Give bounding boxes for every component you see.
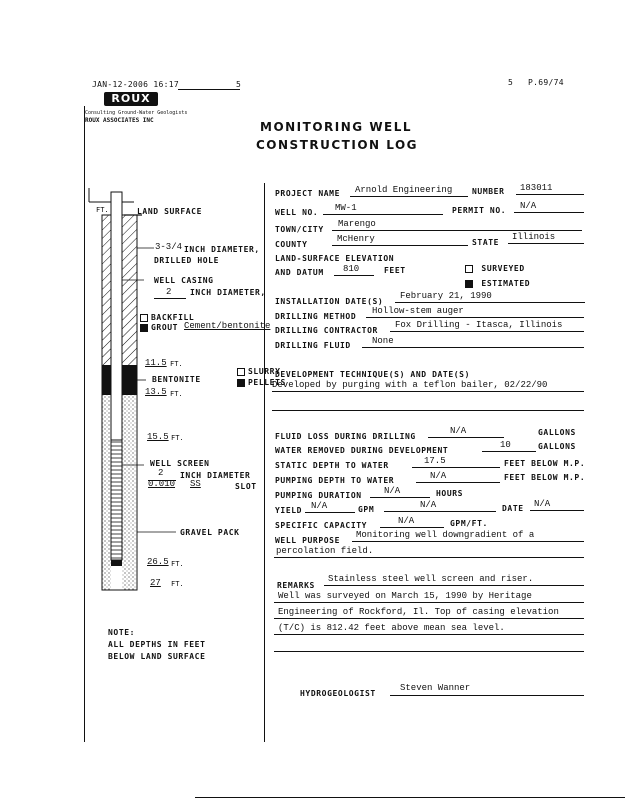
- fax-field: 5: [236, 80, 242, 89]
- well-purpose-underline-2: [274, 557, 584, 558]
- contractor-value: Fox Drilling - Itasca, Illinois: [395, 320, 563, 330]
- bentonite-seal-left: [102, 365, 111, 395]
- well-casing-label: WELL CASING: [154, 276, 214, 285]
- gravel-pack-left: [102, 395, 111, 590]
- ft-label-1: FT.: [170, 360, 183, 368]
- yield-label: YIELD: [275, 506, 303, 515]
- title-line-2: CONSTRUCTION LOG: [256, 138, 419, 152]
- drilling-fluid-label: DRILLING FLUID: [275, 341, 351, 350]
- town-label: TOWN/CITY: [275, 225, 324, 234]
- surveyed-option: [465, 264, 525, 273]
- yield-value: N/A: [311, 501, 328, 511]
- well-screen: [111, 440, 122, 560]
- drilling-method-value: Hollow-stem auger: [372, 306, 464, 316]
- pumping-duration-value: N/A: [384, 486, 401, 496]
- gpm-underline: [384, 511, 496, 512]
- hole-diameter-value: 3-3/4: [155, 242, 183, 252]
- state-label: STATE: [472, 238, 500, 247]
- note-line-2: BELOW LAND SURFACE: [108, 652, 206, 661]
- remarks-underline-4: [274, 634, 584, 635]
- drilling-method-label: DRILLING METHOD: [275, 312, 357, 321]
- pumping-depth-underline: [416, 482, 500, 483]
- installation-date-label: INSTALLATION DATE(S): [275, 297, 384, 306]
- hydrogeologist-value: Steven Wanner: [400, 683, 471, 693]
- project-number-value: 183011: [520, 183, 553, 193]
- note-line-1: ALL DEPTHS IN FEET: [108, 640, 206, 649]
- specific-capacity-underline: [380, 527, 444, 528]
- depth-screen-top: 15.5: [147, 432, 169, 442]
- pellets-label: PELLETS: [248, 378, 286, 387]
- fluid-loss-label: FLUID LOSS DURING DRILLING: [275, 432, 416, 441]
- static-depth-label: STATIC DEPTH TO WATER: [275, 461, 389, 470]
- drilling-fluid-value: None: [372, 336, 394, 346]
- land-surface-label: LAND SURFACE: [137, 207, 202, 216]
- number-underline: [516, 194, 584, 195]
- bentonite-seal-right: [122, 365, 137, 395]
- estimated-option: [465, 279, 530, 288]
- date-value: N/A: [534, 499, 551, 509]
- datum-label: AND DATUM: [275, 268, 324, 277]
- feet-below-mp-1: FEET BELOW M.P.: [504, 459, 586, 468]
- well-purpose-line-2: percolation field.: [276, 546, 374, 556]
- grout-option: [140, 323, 178, 332]
- elevation-underline: [334, 275, 374, 276]
- screen-diameter-label: INCH DIAMETER: [180, 471, 251, 480]
- state-value: Illinois: [512, 232, 556, 242]
- date-underline: [530, 510, 584, 511]
- gallons-label-1: GALLONS: [538, 428, 576, 437]
- screen-diameter-value: 2: [158, 468, 164, 478]
- water-removed-label: WATER REMOVED DURING DEVELOPMENT: [275, 446, 449, 455]
- stickup-ft-label: FT.: [96, 206, 109, 214]
- fax-page: P.69/74: [528, 78, 564, 87]
- drilled-hole-label: DRILLED HOLE: [154, 256, 219, 265]
- bentonite-label: BENTONITE: [152, 375, 201, 384]
- grout-value: Cement/bentonite: [184, 321, 271, 331]
- feet-below-mp-2: FEET BELOW M.P.: [504, 473, 586, 482]
- fax-number: 5: [508, 78, 514, 87]
- depth-screen-bottom: 26.5: [147, 557, 169, 567]
- backfill-label: BACKFILL: [151, 313, 195, 322]
- slot-size-value: 0.010: [148, 479, 176, 489]
- date-label: DATE: [502, 504, 524, 513]
- ft-label-5: FT.: [171, 580, 184, 588]
- permit-value: N/A: [520, 201, 537, 211]
- casing-diameter-underline: [154, 298, 186, 299]
- gpm-value: N/A: [420, 500, 437, 510]
- project-name-label: PROJECT NAME: [275, 189, 340, 198]
- remarks-line-3: Engineering of Rockford, Il. Top of casing elevation: [278, 607, 559, 617]
- drilling-method-underline: [366, 317, 584, 318]
- development-value: Developed by purging with a teflon bailer, 02/22/90: [272, 380, 548, 390]
- gravel-pack-right: [122, 395, 137, 590]
- ft-label-2: FT.: [170, 390, 183, 398]
- project-name-value: Arnold Engineering: [355, 185, 453, 195]
- company-tagline: Consulting Ground-Water Geologists: [85, 110, 188, 116]
- slurry-option: [237, 367, 281, 376]
- hole-diameter-label: INCH DIAMETER,: [184, 245, 260, 254]
- end-cap: [111, 560, 122, 566]
- depth-total: 27: [150, 578, 161, 588]
- well-purpose-line-1: Monitoring well downgradient of a: [356, 530, 535, 540]
- contractor-label: DRILLING CONTRACTOR: [275, 326, 378, 335]
- town-underline: [332, 230, 582, 231]
- permit-label: PERMIT NO.: [452, 206, 507, 215]
- pumping-depth-value: N/A: [430, 471, 447, 481]
- state-underline: [508, 243, 584, 244]
- remarks-underline-1: [324, 585, 584, 586]
- casing-diameter-value: 2: [166, 287, 172, 297]
- slurry-label: SLURRY: [248, 367, 281, 376]
- elevation-label: LAND-SURFACE ELEVATION: [275, 254, 395, 263]
- fax-underline: [178, 89, 240, 90]
- title-line-1: MONITORING WELL: [260, 120, 413, 134]
- gpm-label: GPM: [358, 505, 375, 514]
- specific-capacity-label: SPECIFIC CAPACITY: [275, 521, 368, 530]
- ft-label-3: FT.: [171, 434, 184, 442]
- development-underline-1: [272, 391, 584, 392]
- casing-diameter-label: INCH DIAMETER,: [190, 288, 266, 297]
- screen-material: SS: [190, 479, 201, 489]
- county-underline: [332, 245, 468, 246]
- development-underline-2: [272, 410, 584, 411]
- gpm-ft-label: GPM/FT.: [450, 519, 488, 528]
- well-screen-label: WELL SCREEN: [150, 459, 210, 468]
- yield-underline: [305, 512, 355, 513]
- county-label: COUNTY: [275, 240, 308, 249]
- static-depth-underline: [412, 467, 500, 468]
- installation-date-underline: [395, 302, 585, 303]
- town-value: Marengo: [338, 219, 376, 229]
- drilling-fluid-underline: [362, 347, 584, 348]
- depth-bentonite-bottom: 13.5: [145, 387, 167, 397]
- well-no-label: WELL NO.: [275, 208, 319, 217]
- project-name-underline: [350, 196, 468, 197]
- bottom-frame: [195, 797, 625, 798]
- static-depth-value: 17.5: [424, 456, 446, 466]
- note-heading: NOTE:: [108, 628, 136, 637]
- remarks-line-4: (T/C) is 812.42 feet above mean sea level.: [278, 623, 505, 633]
- ft-label-4: FT.: [171, 560, 184, 568]
- feet-label: FEET: [384, 266, 406, 275]
- roux-logo: ROUX: [104, 92, 158, 106]
- hours-label: HOURS: [436, 489, 464, 498]
- slot-label: SLOT: [235, 482, 257, 491]
- installation-date-value: February 21, 1990: [400, 291, 492, 301]
- well-purpose-label: WELL PURPOSE: [275, 536, 340, 545]
- fluid-loss-underline: [428, 437, 504, 438]
- number-label: NUMBER: [472, 187, 505, 196]
- hydrogeologist-underline: [390, 695, 584, 696]
- well-no-value: MW-1: [335, 203, 357, 213]
- fluid-loss-value: N/A: [450, 426, 467, 436]
- grout-label: GROUT: [151, 323, 179, 332]
- hydrogeologist-label: HYDROGEOLOGIST: [300, 689, 376, 698]
- remarks-underline-3: [274, 618, 584, 619]
- fax-timestamp: JAN-12-2006 16:17: [92, 80, 179, 89]
- grout-left: [102, 215, 111, 365]
- water-removed-underline: [482, 451, 536, 452]
- grout-right: [122, 215, 137, 365]
- depth-bentonite-top: 11.5: [145, 358, 167, 368]
- well-no-underline: [323, 214, 443, 215]
- remarks-underline-2: [274, 602, 584, 603]
- pumping-duration-underline: [370, 497, 430, 498]
- remarks-underline-5: [274, 651, 584, 652]
- development-label: DEVELOPMENT TECHNIQUE(S) AND DATE(S): [275, 370, 470, 379]
- well-purpose-underline-1: [352, 541, 584, 542]
- remarks-line-2: Well was surveyed on March 15, 1990 by Heritage: [278, 591, 532, 601]
- elevation-value: 810: [343, 264, 360, 274]
- estimated-label: ESTIMATED: [481, 279, 531, 288]
- permit-underline: [514, 212, 584, 213]
- remarks-line-1: Stainless steel well screen and riser.: [328, 574, 534, 584]
- pumping-duration-label: PUMPING DURATION: [275, 491, 362, 500]
- contractor-underline: [390, 331, 584, 332]
- remarks-label: REMARKS: [277, 581, 315, 590]
- county-value: McHenry: [337, 234, 375, 244]
- surveyed-label: SURVEYED: [481, 264, 525, 273]
- water-removed-value: 10: [500, 440, 511, 450]
- gallons-label-2: GALLONS: [538, 442, 576, 451]
- pumping-depth-label: PUMPING DEPTH TO WATER: [275, 476, 395, 485]
- well-casing: [111, 192, 122, 440]
- specific-capacity-value: N/A: [398, 516, 415, 526]
- gravel-pack-label: GRAVEL PACK: [180, 528, 240, 537]
- company-name: ROUX ASSOCIATES INC: [85, 117, 154, 124]
